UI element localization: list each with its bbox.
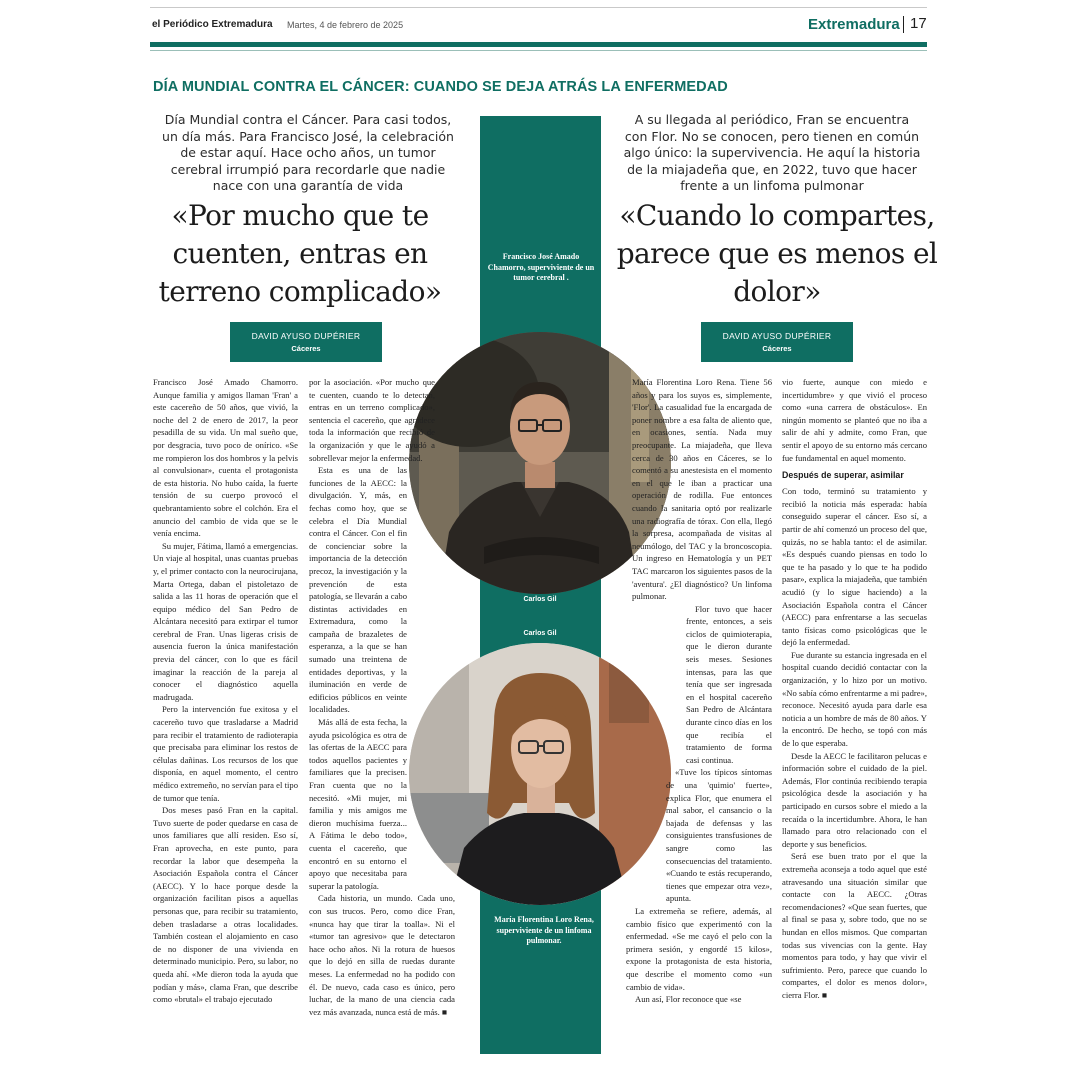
body-paragraph: Francisco José Amado Chamorro. Aunque familia y amigos llaman 'Fran' a este cacereño de 50 años, que vivió, la noche del 2 de enero de 2017, la peor pesadilla de su vida. Un mal sueño que, por desgracia, tuvo poco de onírico. «Se me rompieron los dos hombros y la pelvis al convulsionar», cuenta el protagonista de esta historia. No hubo caída, la fuerte tensión de su cuerpo provocó el quebrantamiento sobre el colchón. Era el anuncio del cambio de vida que se le venía encima. [153, 377, 298, 539]
photo-credit-1: Carlos Gil [523, 596, 557, 603]
right-story-column-2 [782, 376, 927, 1054]
right-headline: «Cuando lo compartes, parece que es menos el dolor» [616, 199, 938, 308]
body-paragraph: Esta es una de las funciones de la AECC: la divulgación. Y, más, en fechas como hoy, que se celebra el Día Mundial contra el Cáncer. Con el fin de concienciar sobre la importancia de la detección precoz, la investigación y la prevención de esta patología, se llevarán a cabo distintas actividades en Extremadura, como la campaña de brazaletes de esperanza, a la que se han sumado una treintena de entidades deportivas, y la iluminación en verde de edificios públicos en veinte localidades. [309, 465, 407, 715]
section-name: Extremadura [808, 16, 900, 33]
left-byline [230, 322, 382, 362]
header-accent-bar [150, 42, 927, 47]
top-rule [150, 7, 927, 8]
body-paragraph: «Tuve los típicos síntomas de una 'quimio' fuerte», explica Flor, que enumera el mal sabor, el cansancio o la bajada de defensas y las consiguientes transfusiones de sangre como las consecuencias del tratamiento. «Cuando te estás recuperando, tienes que empezar otra vez», apunta. [666, 767, 772, 904]
left-headline: «Por mucho que te cuenten, entras en terreno complicado» [158, 199, 442, 308]
right-byline [701, 322, 853, 362]
body-paragraph: Cada historia, un mundo. Cada uno, con sus trucos. Pero, como dice Fran, «nunca hay que tirar la toalla». Ni el «tumor tan agresivo» que le detectaron hace ocho años. Ni la rotura de huesos que lo dejó en silla de ruedas durante meses. La enfermedad no ha podido con él. De nuevo, cada caso es único, pero luchar, de la mano de una ciencia cada vez más avanzada, nunca está de más. ■ [309, 893, 455, 1017]
body-paragraph: Aun así, Flor reconoce que «se [635, 994, 742, 1005]
body-paragraph: Flor tuvo que hacer frente, entonces, a seis ciclos de quimioterapia, que le dieron durante seis meses. Sesiones intensas, para las que tenía que ser ingresada en el hospital cacereño San Pedro de Alcántara durante cinco días en los que recibía el tratamiento de forma casi continua. [686, 603, 772, 765]
body-paragraph: vio fuerte, aunque con miedo e incertidumbre» y que vivió el proceso como «una carrera de obstáculos». En ningún momento se planteó que no iba a salir de ahí y admite, como Fran, que sentir el apoyo de su entorno más cercano fue fundamental en aquel momento. [782, 377, 927, 463]
body-paragraph: Desde la AECC le facilitaron pelucas e información sobre el cuidado de la piel. Además, Flor continúa recibiendo terapia psicológica desde la asociación y ha participado en cursos sobre el miedo a la recaída o la incertidumbre. Ahora, le han llamado para otro relacionado con el deporte y sus beneficios. [782, 750, 927, 849]
photo-caption-flor: María Florentina Loro Rena, superviviente de un linfoma pulmonar. [494, 915, 594, 945]
byline-location: Cáceres [762, 344, 792, 353]
body-paragraph: Con todo, terminó su tratamiento y recibió la noticia más esperada: había conseguido superar el cáncer. Eso sí, a partir de ahí comenzó un proceso del que, quizás, no se habla tanto: el de asimilar. «Es después cuando piensas en todo lo que te ha pasado y lo que te ha podido pasar», explica la miajadeña, que también acudió (y lo sigue haciendo) a la Asociación Española contra el Cáncer (AECC) para enfrentarse a las secuelas tanto físicas como psicológicas que le dejó la enfermedad. [782, 486, 927, 648]
masthead: el Periódico Extremadura [152, 19, 273, 30]
body-paragraph: Más allá de esta fecha, la ayuda psicológica es otra de las ofertas de la AECC para todos aquellos pacientes y familiares que la precisen. Fran cuenta que no la necesitó. «Mi mujer, mi familia y mis amigos me dieron muchísima fuerza... A Fátima le debo todo», cuenta el cacereño, que encontró en su entorno el apoyo que necesitaba para superar la patología. [309, 717, 407, 891]
body-paragraph: Pero la intervención fue exitosa y el cacereño tuvo que trasladarse a Madrid para recibir el tratamiento de radioterapia que precisaba para eliminar los restos de células dañinas. Los recursos de los que disponía, en aquel momento, el centro médico extremeño, no servían para el tipo de tumor que tenía. [153, 704, 298, 803]
body-paragraph: Su mujer, Fátima, llamó a emergencias. Un viaje al hospital, unas cuantas pruebas y, el primer contacto con la neurocirujana, Marta Ortega, daban el pistoletazo de salida a las 11 horas de operación que el equipo médico del San Pedro de Alcántara necesitó para extirpar el tumor cerebral de Fran. Unas ligeras crisis de ausencia fueron la única manifestación previa del cáncer, con lo que es fácil imaginar la reacción de la pareja al conocer el diagnóstico aquella madrugada. [153, 540, 298, 702]
body-paragraph: por la asociación. «Por mucho que te cuenten, cuando te lo detectan, entras en un terreno complicado», sentencia el cacereño, que agradece toda la información que recibió de la organización y que le ayudó a sobrellevar mejor la enfermedad. [309, 377, 435, 463]
section-kicker: DÍA MUNDIAL CONTRA EL CÁNCER: CUANDO SE DEJA ATRÁS LA ENFERMEDAD [153, 79, 728, 95]
byline-location: Cáceres [291, 344, 321, 353]
body-paragraph: María Florentina Loro Rena. Tiene 56 años y para los suyos es, simplemente, 'Flor'. La casualidad fue la encargada de poner nombre a esa falta de aliento que, en ocasiones, sentía. Nada muy preocupante. La miajadeña, que lleva cerca de 30 años en Cáceres, se lo comentó a su anestesista en el momento en el que le iban a practicar una operación de rodilla. Fue entonces cuando la sanitaria optó por realizarle una radiografía de tórax. Con ella, llegó la sorpresa, acompañada de visitas al neumólogo, del TAC y la broncoscopia. Un ingreso en Hematología y un PET TAC marcaron los siguientes pasos de la 'aventura'. ¿El diagnóstico? Un linfoma pulmonar. [632, 377, 772, 602]
body-paragraph: Dos meses pasó Fran en la capital. Tuvo suerte de poder quedarse en casa de unos familiares que allí residen. Eso sí, Fran aprovecha, en este punto, para recordar la labor que desempeña la Asociación Española contra el Cáncer (AECC). Y lo hace porque desde la organización facilitan pisos a aquellas personas que, para recibir su tratamiento, deben trasladarse a otras localidades. También costean el alojamiento en caso de no disponer de una vivienda en determinado municipio. Pero, su labor, no queda ahí. «Me dieron toda la ayuda que podían y más», clama Fran, que describe como «brutal» el trabajo ejecutado [153, 805, 298, 1005]
photo-credit-2: Carlos Gil [523, 630, 557, 637]
right-story-column-1 [626, 376, 772, 1054]
header-thin-rule [150, 50, 927, 51]
body-paragraph: La extremeña se refiere, además, al cambio físico que experimentó con la enfermedad. «Se me cayó el pelo con la primera sesión, y engordé 15 kilos», expone la protagonista de esta historia, que describe el momento como «un cambio de vida». [626, 905, 772, 992]
left-story-column-1 [153, 376, 298, 1054]
photo-caption-francisco: Francisco José Amado Chamorro, superviviente de un tumor cerebral . [487, 252, 595, 282]
body-paragraph: Será ese buen trato por el que la extremeña aconseja a todo aquel que esté atravesando una situación similar que contacte con la AECC. ¿Otras recomendaciones? «Que sean fuertes, que al final se pasa y, sobre todo, que no se hundan en ellos mismos. Que compartan todas sus vivencias con la gente. Hay momentos para todo, y hay que vivir el sufrimiento. Pero, parece que cuando lo compartes, el dolor es menos dolor», cierra Flor. ■ [782, 851, 927, 1000]
byline-author: DAVID AYUSO DUPÉRIER [251, 331, 361, 341]
issue-date: Martes, 4 de febrero de 2025 [287, 20, 404, 30]
byline-author: DAVID AYUSO DUPÉRIER [722, 331, 832, 341]
right-deck: A su llegada al periódico, Fran se encuentra con Flor. No se conocen, pero tienen en común algo único: la supervivencia. He aquí la historia de la miajadeña que, en 2022, tuvo que hacer frente a un linfoma pulmonar [623, 112, 921, 194]
page-number: 17 [910, 15, 927, 32]
left-deck: Día Mundial contra el Cáncer. Para casi todos, un día más. Para Francisco José, la celebración de estar aquí. Hace ocho años, un tumor cerebral irrumpió para recordarle que nadie nace con una garantía de vida [162, 112, 454, 194]
left-story-column-2 [309, 376, 455, 1054]
subheading: Después de superar, asimilar [782, 470, 904, 481]
header-separator [903, 16, 904, 33]
body-paragraph: Fue durante su estancia ingresada en el hospital cuando decidió contactar con la organización, y lo hizo por un motivo. «No sabía cómo enfrentarme a mi padre», reconoce. Necesitó ayuda para darle esa noticia a un hombre de más de 80 años. Y la encontró. De hecho, se topó con más de lo que esperaba. [782, 649, 927, 749]
